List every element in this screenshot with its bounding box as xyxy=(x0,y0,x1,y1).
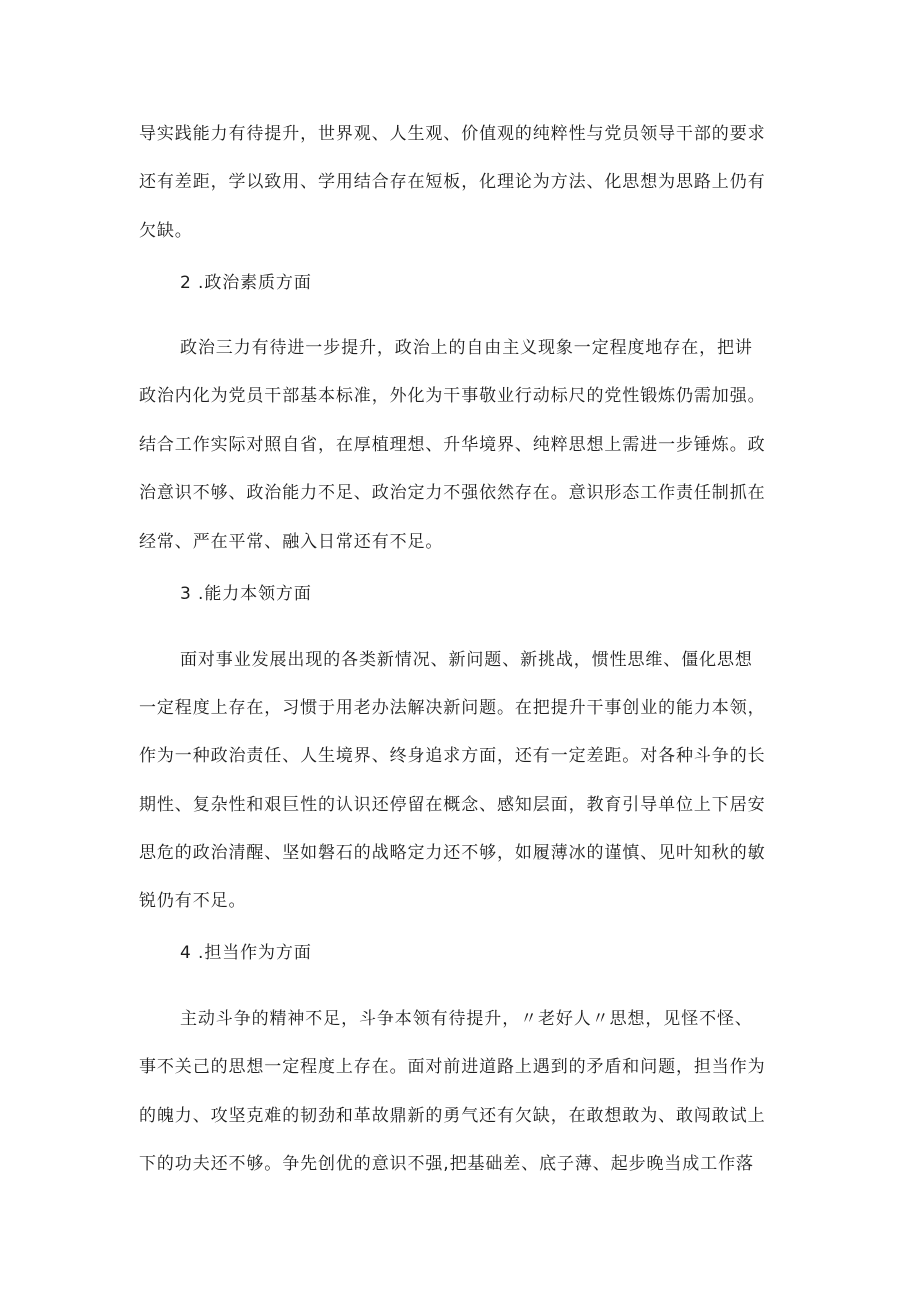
paragraph-line: 思危的政治清醒、坚如磐石的战略定力还不够，如履薄冰的谨慎、见叶知秋的敏 xyxy=(139,843,766,863)
paragraph-line: 锐仍有不足。 xyxy=(139,891,247,911)
paragraph-line: 导实践能力有待提升，世界观、人生观、价值观的纯粹性与党员领导干部的要求 xyxy=(139,124,766,144)
section-heading: 4 .担当作为方面 xyxy=(180,943,312,963)
section-heading: 2 .政治素质方面 xyxy=(180,273,312,293)
paragraph-line: 经常、严在平常、融入日常还有不足。 xyxy=(139,532,444,552)
paragraph-line: 作为一种政治责任、人生境界、终身追求方面，还有一定差距。对各种斗争的长 xyxy=(139,746,766,766)
paragraph-line: 下的功夫还不够。争先创优的意识不强,把基础差、底子薄、起步晚当成工作落 xyxy=(139,1154,754,1174)
paragraph-line: 政治内化为党员干部基本标准，外化为干事敬业行动标尺的党性锻炼仍需加强。 xyxy=(139,386,766,406)
paragraph-line: 一定程度上存在，习惯于用老办法解决新问题。在把提升干事创业的能力本领， xyxy=(139,698,766,718)
paragraph-line: 面对事业发展出现的各类新情况、新问题、新挑战，惯性思维、僵化思想 xyxy=(180,650,753,670)
paragraph-line: 政治三力有待进一步提升，政治上的自由主义现象一定程度地存在，把讲 xyxy=(180,338,753,358)
paragraph-line: 主动斗争的精神不足，斗争本领有待提升，〃老好人〃思想，见怪不怪、 xyxy=(180,1009,753,1029)
paragraph-line: 结合工作实际对照自省，在厚植理想、升华境界、纯粹思想上需进一步锤炼。政 xyxy=(139,435,766,455)
paragraph-line: 还有差距，学以致用、学用结合存在短板，化理论为方法、化思想为思路上仍有 xyxy=(139,172,766,192)
paragraph-line: 期性、复杂性和艰巨性的认识还停留在概念、感知层面，教育引导单位上下居安 xyxy=(139,795,766,815)
section-heading: 3 .能力本领方面 xyxy=(180,584,312,604)
paragraph-line: 欠缺。 xyxy=(139,221,193,241)
paragraph-line: 的魄力、攻坚克难的韧劲和革故鼎新的勇气还有欠缺，在敢想敢为、敢闯敢试上 xyxy=(139,1106,766,1126)
paragraph-line: 事不关己的思想一定程度上存在。面对前进道路上遇到的矛盾和问题，担当作为 xyxy=(139,1057,766,1077)
paragraph-line: 治意识不够、政治能力不足、政治定力不强依然存在。意识形态工作责任制抓在 xyxy=(139,483,766,503)
